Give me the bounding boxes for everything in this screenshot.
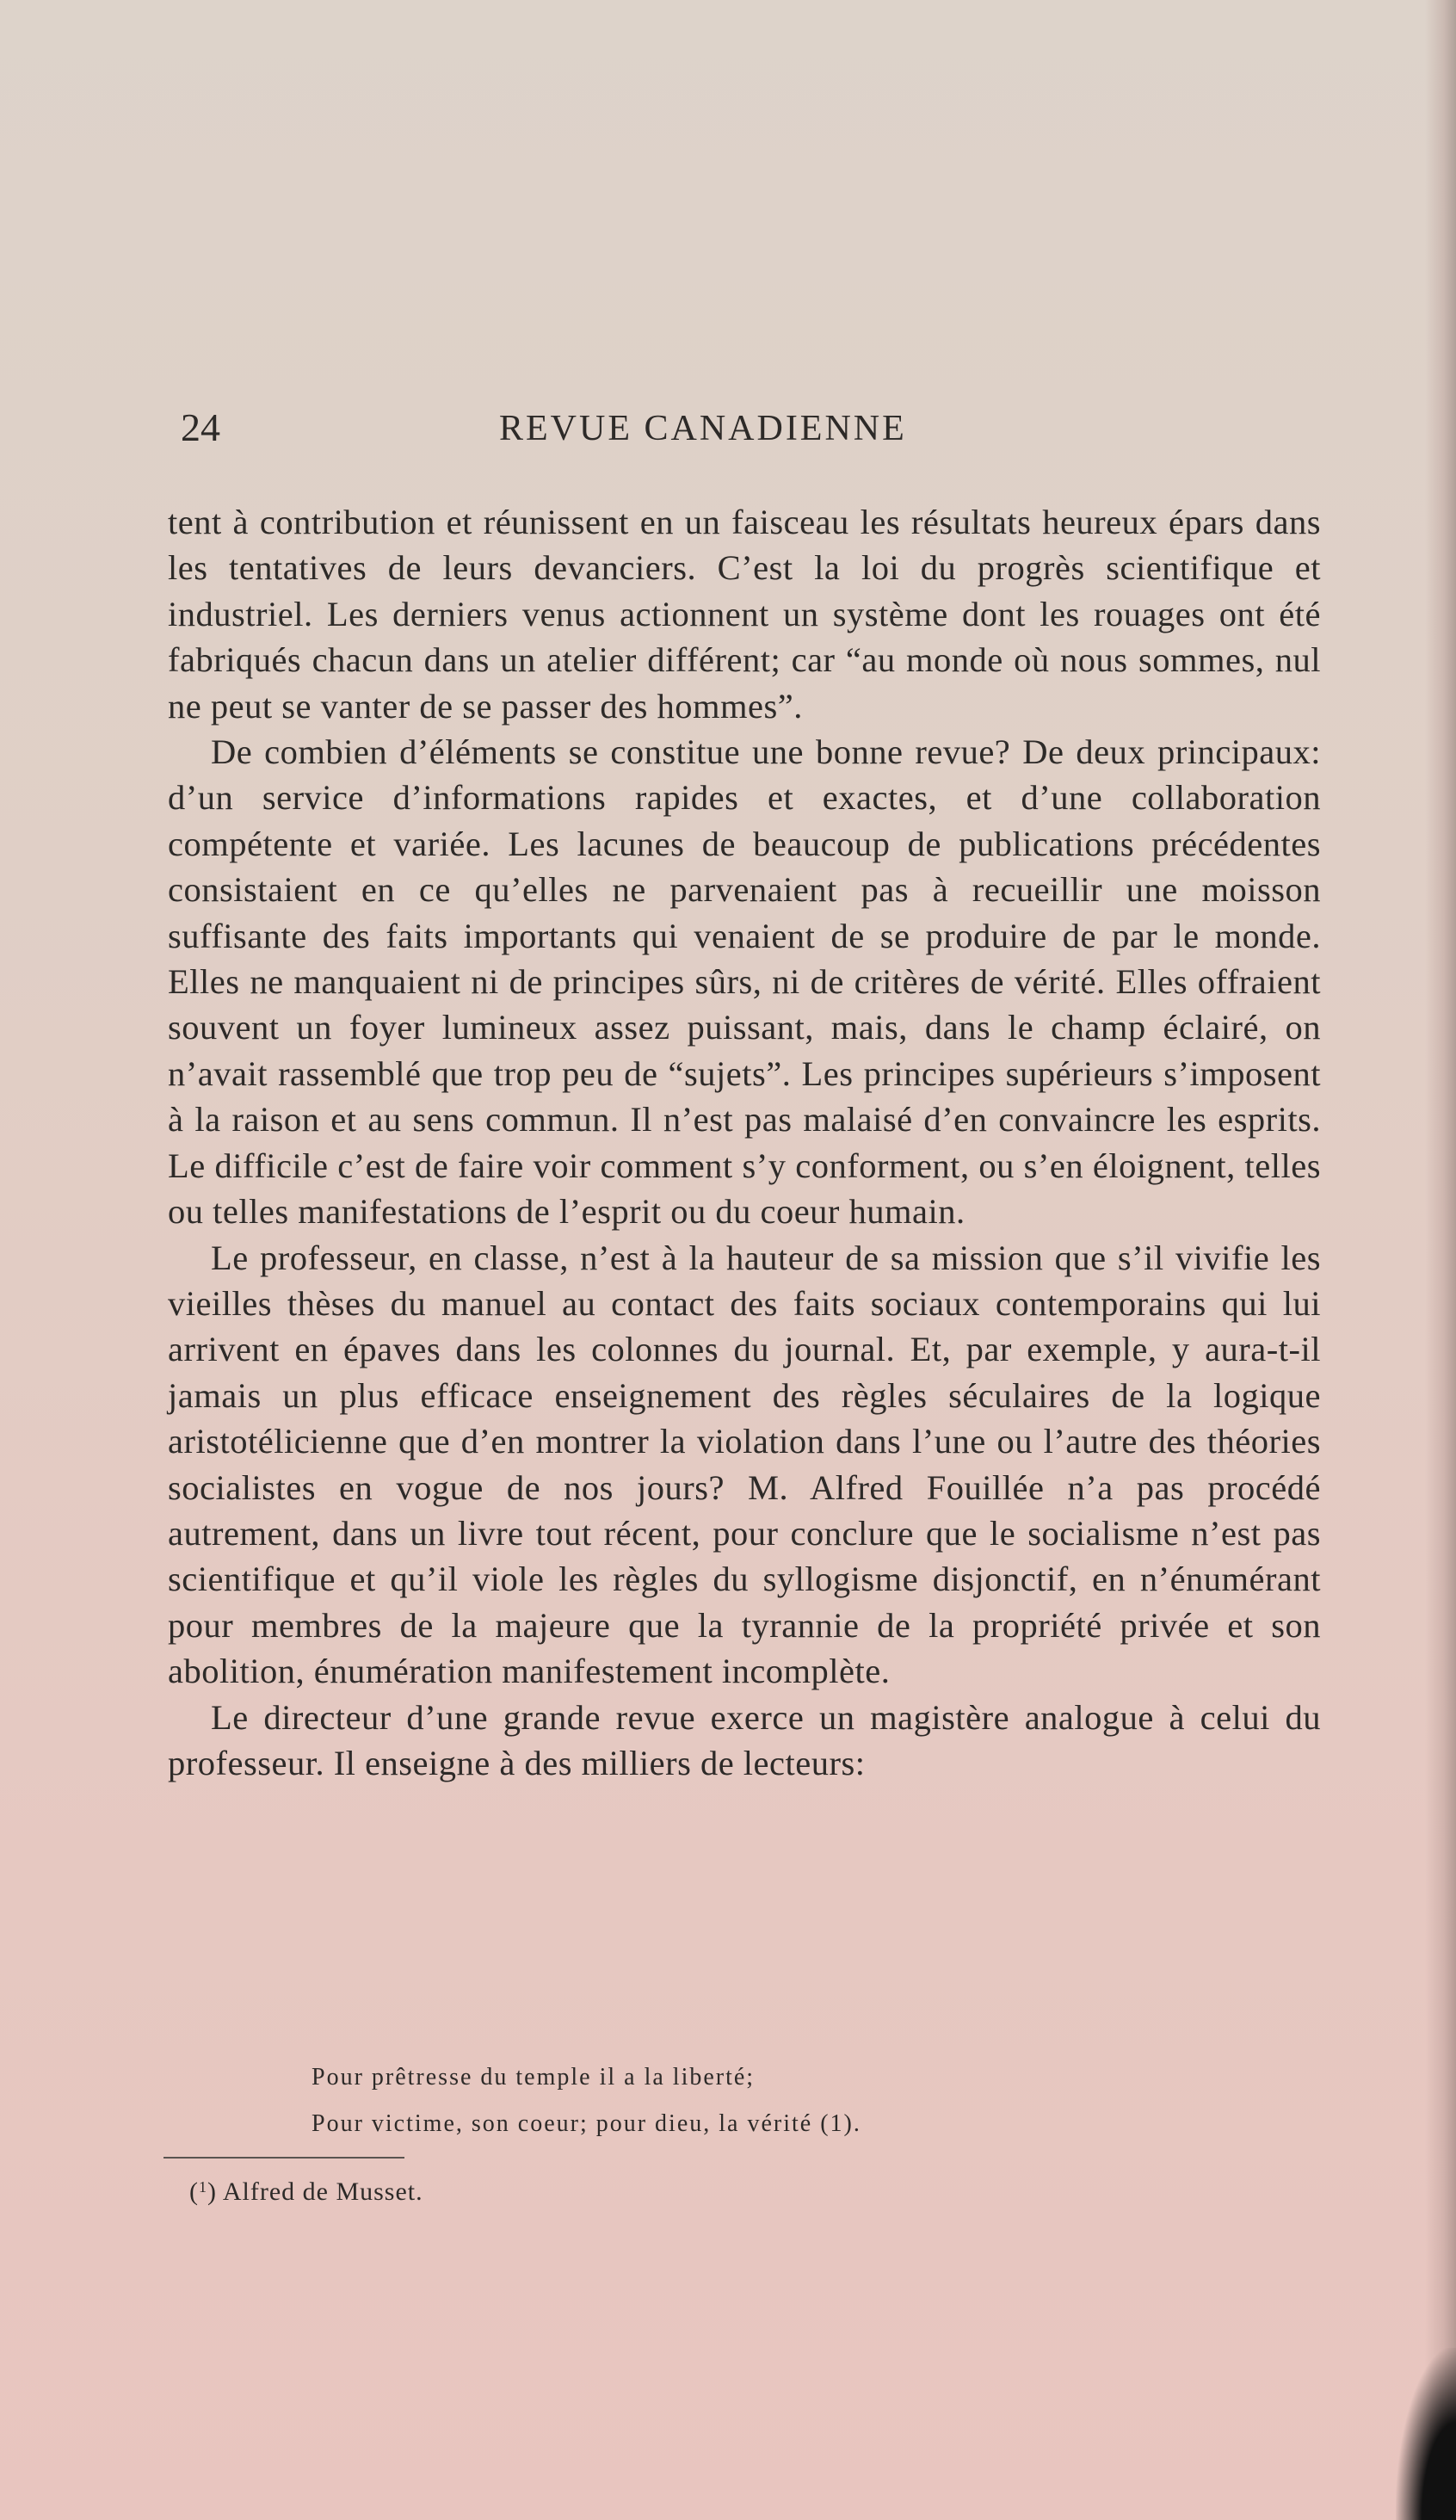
footnote-marker: 1 bbox=[199, 2178, 207, 2196]
body-text bbox=[168, 499, 1321, 1786]
paragraph-continued: tent à contribution et réunissent en un faisceau les résultats heureux épars dans les tentatives de leurs devanciers. C’est la loi du progrès scientifique et industriel. Les derniers venus actionnent un système dont les rouages ont été fabriqués chacun dans un atelier différent; car “au monde où nous sommes, nul ne peut se vanter de se passer des hommes”. bbox=[168, 503, 1321, 726]
paragraph: Le professeur, en classe, n’est à la hauteur de sa mission que s’il vivifie les vieilles thèses du manuel au contact des faits sociaux contemporains qui lui arrivent en épaves dans les colonnes du journal. Et, par exemple, y aura-t-il jamais un plus efficace enseignement des règles séculaires de la logique aristotélicienne que d’en montrer la violation dans l’une ou l’autre des théories socialistes en vogue de nos jours? M. Alfred Fouillée n’a pas procédé autrement, dans un livre tout récent, pour conclure que le socialisme n’est pas scientifique et qu’il viole les règles du syllogisme disjonctif, en n’énumérant pour membres de la majeure que la tyrannie de la propriété privée et son abolition, énumération manifestement incomplète. bbox=[168, 1238, 1321, 1691]
page-number: 24 bbox=[181, 405, 220, 449]
corner-shadow bbox=[1396, 2348, 1456, 2520]
footnote-reference: (1). bbox=[820, 2110, 861, 2137]
running-header bbox=[181, 405, 1299, 456]
paragraph: Le directeur d’une grande revue exerce un magistère analogue à celui du professeur. Il enseigne à des milliers de lecteurs: bbox=[168, 1697, 1321, 1782]
running-title: REVUE CANADIENNE bbox=[499, 409, 907, 448]
verse-line-text: Pour victime, son coeur; pour dieu, la vérité bbox=[312, 2110, 813, 2137]
verse-quotation bbox=[312, 2054, 861, 2147]
footnote-text: Alfred de Musset. bbox=[222, 2177, 423, 2206]
verse-line: Pour prêtresse du temple il a la liberté; bbox=[312, 2064, 756, 2091]
page-edge-shadow bbox=[1425, 0, 1456, 2520]
verse-line bbox=[312, 2101, 861, 2147]
paragraph: De combien d’éléments se constitue une bonne revue? De deux principaux: d’un service d’informations rapides et exactes, et d’une collaboration compétente et variée. Les lacunes de beaucoup de publications précédentes consistaient en ce qu’elles ne parvenaient pas à recueillir une moisson suffisante des faits importants qui venaient de se produire de par le monde. Elles ne manquaient ni de principes sûrs, ni de critères de vérité. Elles offraient souvent un foyer lumineux assez puissant, mais, dans le champ éclairé, on n’avait rassemblé que trop peu de “sujets”. Les principes supérieurs s’imposent à la raison et au sens commun. Il n’est pas malaisé d’en convaincre les esprits. Le difficile c’est de faire voir comment s’y conforment, ou s’en éloignent, telles ou telles manifestations de l’esprit ou du coeur humain. bbox=[168, 732, 1321, 1232]
footnote: ($^1$) Alfred de Musset. bbox=[189, 2177, 423, 2206]
footnote-separator bbox=[163, 2157, 404, 2159]
